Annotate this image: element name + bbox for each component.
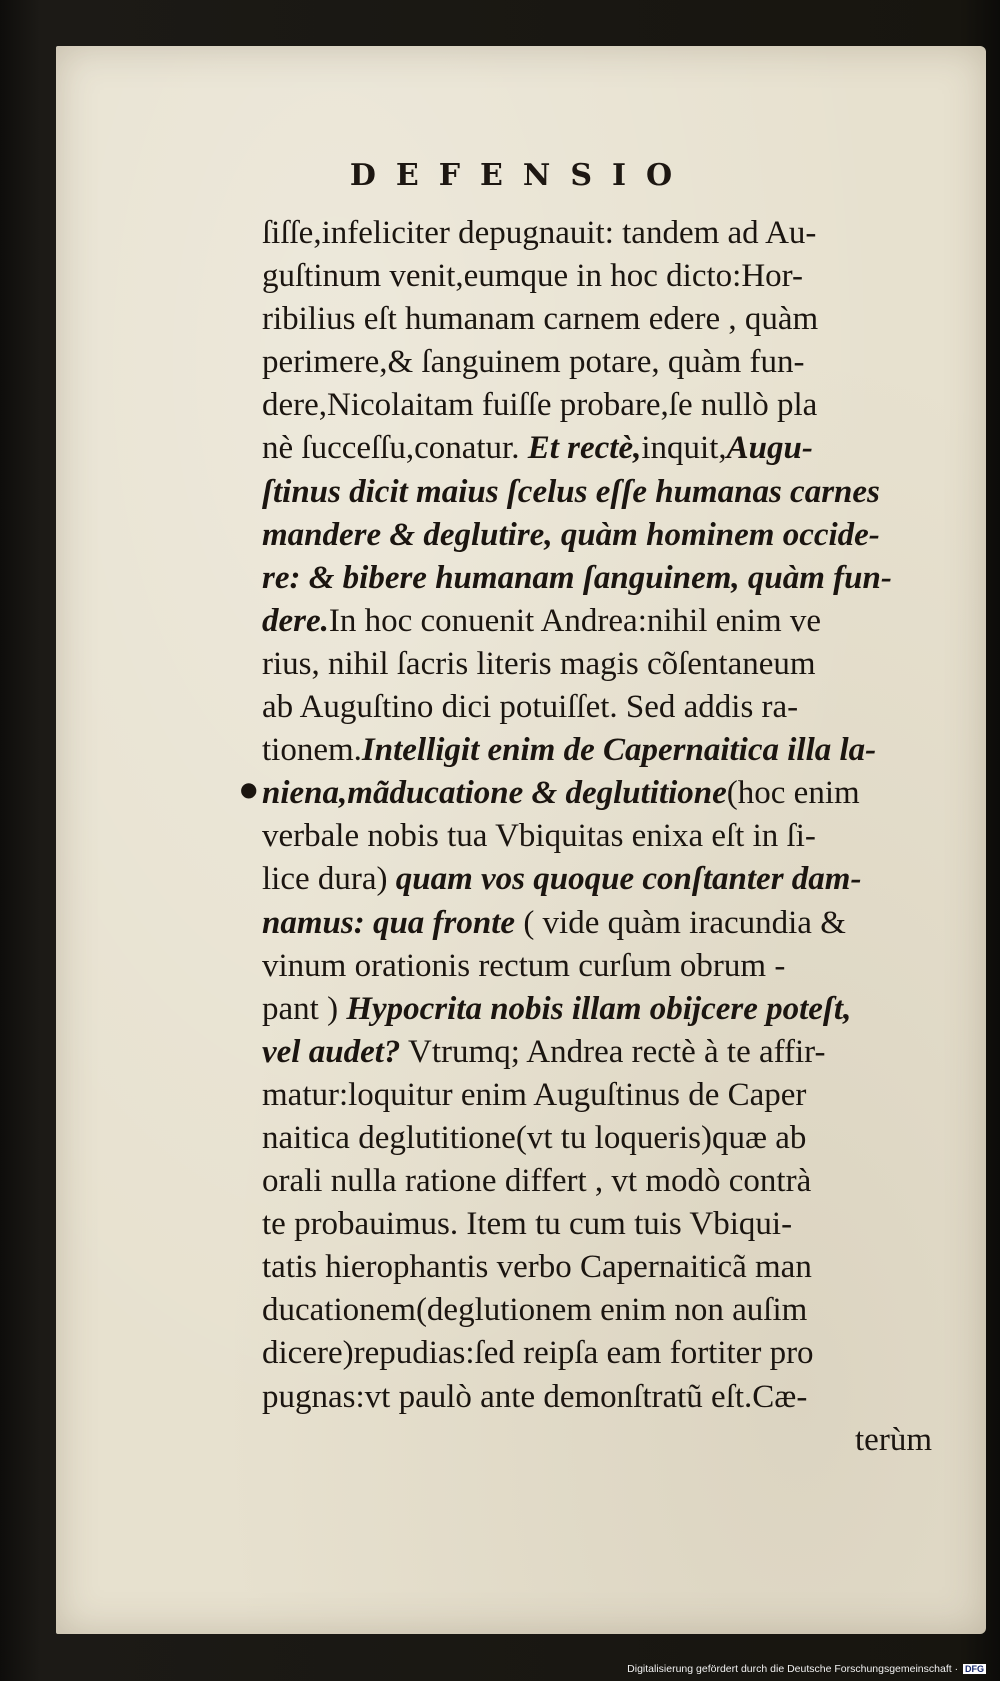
roman-text: Vtrumq; Andrea rectè à te affir- xyxy=(400,1033,826,1070)
text-line xyxy=(262,514,932,557)
roman-text: tionem. xyxy=(262,732,362,769)
roman-text: guſtinum venit,eumque in hoc dicto:Hor- xyxy=(262,258,803,295)
text-line xyxy=(262,772,932,815)
dfg-logo: DFG xyxy=(965,1664,984,1674)
roman-text: lice dura) xyxy=(262,861,396,898)
text-line xyxy=(262,1246,932,1289)
roman-text: dicere)repudias:ſed reipſa eam fortiter pro xyxy=(262,1335,814,1372)
roman-text: ſiſſe,infeliciter depugnauit: tandem ad Au- xyxy=(262,215,817,251)
italic-text: Augu- xyxy=(726,430,813,467)
italic-text: mandere & deglutire, quàm hominem occide- xyxy=(262,516,880,553)
roman-text: rius, nihil ſacris literis magis cõſentaneum xyxy=(262,645,816,682)
text-line xyxy=(262,600,932,643)
roman-text: ab Auguſtino dici potuiſſet. Sed addis ra- xyxy=(262,689,799,726)
marginal-mark: ● xyxy=(240,777,258,801)
text-line xyxy=(262,1289,932,1332)
text-line xyxy=(262,427,932,470)
text-line xyxy=(262,988,932,1031)
text-line xyxy=(262,815,932,858)
text-line xyxy=(262,902,932,945)
text-line xyxy=(262,1031,932,1074)
italic-text: Hypocrita nobis illam obijcere poteſt, xyxy=(346,990,852,1027)
italic-text: Et rectè, xyxy=(527,430,642,467)
roman-text: naitica deglutitione(vt tu loqueris)quæ ab xyxy=(262,1119,807,1156)
text-line xyxy=(262,1117,932,1160)
text-line xyxy=(262,557,932,600)
roman-text: orali nulla ratione differt , vt modò contrà xyxy=(262,1163,812,1200)
roman-text: pugnas:vt paulò ante demonſtratũ eſt.Cæ- xyxy=(262,1378,808,1415)
roman-text: vinum orationis rectum curſum obrum - xyxy=(262,947,786,984)
roman-text: inquit, xyxy=(641,430,727,467)
text-line xyxy=(262,298,932,341)
italic-text: Intelligit enim de Capernaitica illa la- xyxy=(361,732,877,769)
text-line xyxy=(262,384,932,427)
roman-text: ribilius eſt humanam carnem edere , quàm xyxy=(262,301,819,338)
text-line xyxy=(262,471,932,514)
text-line xyxy=(262,1074,932,1117)
catchword: terùm xyxy=(855,1421,932,1458)
italic-text: dere. xyxy=(262,602,329,639)
italic-text: niena,mãducatione & deglutitione xyxy=(262,775,727,812)
roman-text: ducationem(deglutionem enim non auſim xyxy=(262,1292,808,1329)
roman-text: pant ) xyxy=(262,990,347,1027)
credit-text: Digitalisierung gefördert durch die Deutsche Forschungsgemeinschaft · xyxy=(627,1663,959,1675)
text-line xyxy=(262,341,932,384)
digitization-credit xyxy=(627,1663,986,1675)
roman-text: In hoc conuenit Andrea:nihil enim ve xyxy=(328,602,822,639)
text-line xyxy=(262,212,932,255)
text-line xyxy=(262,1332,932,1375)
roman-text: nè ſucceſſu,conatur. xyxy=(262,430,528,467)
running-head: DEFENSIO xyxy=(349,158,693,193)
italic-text: namus: qua fronte xyxy=(262,904,516,941)
italic-text: re: & bibere humanam ſanguinem, quàm fun- xyxy=(262,559,892,596)
roman-text: ( vide quàm iracundia & xyxy=(515,904,846,941)
roman-text: (hoc enim xyxy=(726,775,860,812)
text-line xyxy=(262,945,932,988)
text-line xyxy=(262,1376,932,1419)
italic-text: quam vos quoque conſtanter dam- xyxy=(395,861,862,898)
roman-text: te probauimus. Item tu cum tuis Vbiqui- xyxy=(262,1206,793,1243)
text-line xyxy=(262,686,932,729)
italic-text: vel audet? xyxy=(262,1033,401,1070)
text-line xyxy=(262,729,932,772)
roman-text: matur:loquitur enim Auguſtinus de Caper xyxy=(262,1076,807,1113)
text-line xyxy=(262,858,932,901)
roman-text: perimere,& ſanguinem potare, quàm fun- xyxy=(262,344,805,381)
text-line xyxy=(262,255,932,298)
body-text xyxy=(262,212,932,1462)
roman-text: verbale nobis tua Vbiquitas enixa eſt in ſi- xyxy=(262,818,816,855)
text-line xyxy=(262,1160,932,1203)
italic-text: ſtinus dicit maius ſcelus eſſe humanas carnes xyxy=(262,473,880,510)
text-line xyxy=(262,1203,932,1246)
roman-text: tatis hierophantis verbo Capernaiticã man xyxy=(262,1249,812,1286)
roman-text: dere,Nicolaitam fuiſſe probare,ſe nullò pla xyxy=(262,387,818,424)
text-line xyxy=(262,643,932,686)
